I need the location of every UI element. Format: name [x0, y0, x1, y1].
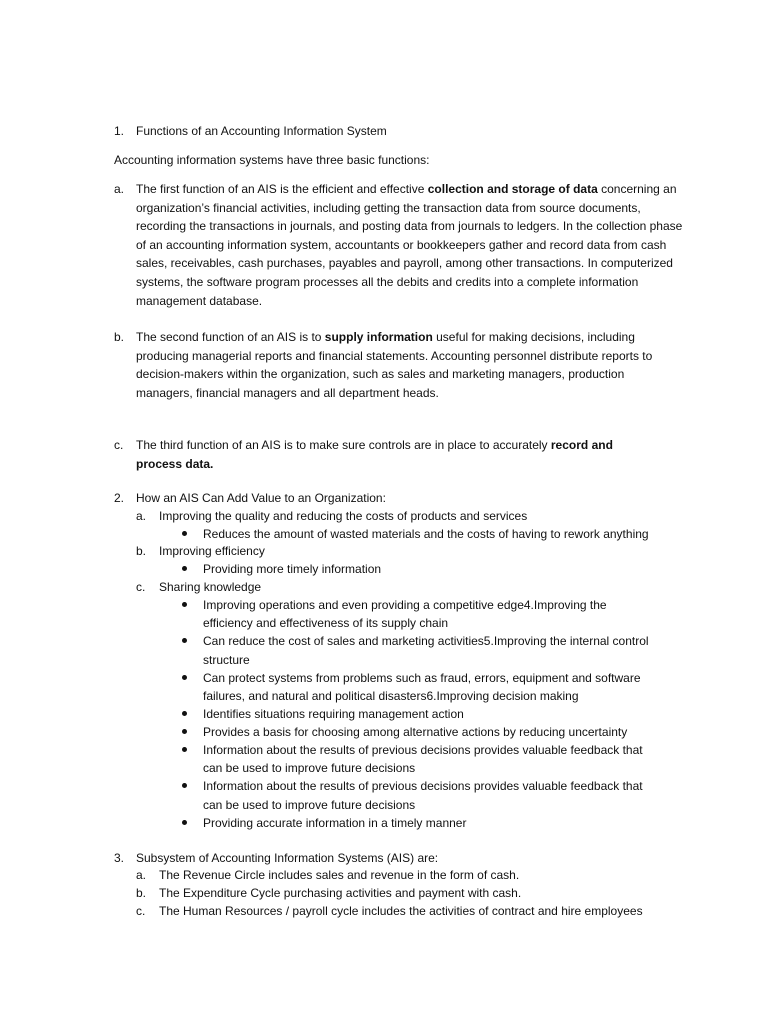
section-2-heading: How an AIS Can Add Value to an Organization:: [136, 491, 386, 505]
section-2a-label: Improving the quality and reducing the costs of products and services: [159, 509, 528, 523]
item-1a-text-bold: collection and storage of data: [427, 182, 598, 196]
section-2c-bullet-line: can be used to improve future decisions: [203, 798, 416, 812]
item-1b-text-post: useful for making decisions, including producing managerial reports and financial statements. Accounting personnel distribute reports to decision-makers within the organization, such as sales and marketing managers, production managers, financial managers and all department heads.: [136, 330, 653, 400]
section-2c-bullet-line: failures, and natural and political disasters6.Improving decision making: [203, 689, 579, 703]
section-2c-bullet-line: can be used to improve future decisions: [203, 761, 416, 775]
section-2c-bullet-line: Information about the results of previous decisions provides valuable feedback that: [203, 743, 643, 757]
section-1-number: 1.: [114, 124, 125, 138]
section-1-intro: Accounting information systems have three basic functions:: [114, 153, 430, 167]
item-1b-paragraph: [136, 328, 684, 402]
item-1c-text-pre: The third function of an AIS is to make sure controls are in place to accurately: [136, 438, 551, 452]
section-3-heading: Subsystem of Accounting Information Systems (AIS) are:: [136, 851, 439, 865]
section-3b-text: The Expenditure Cycle purchasing activities and payment with cash.: [159, 886, 522, 900]
section-2c-bullet-line: Identifies situations requiring management action: [203, 707, 464, 721]
section-2c-bullet-line: structure: [203, 653, 250, 667]
section-1-heading: Functions of an Accounting Information System: [136, 124, 387, 138]
section-2c-bullet-line: Improving operations and even providing a competitive edge4.Improving the: [203, 598, 607, 612]
bullet-dot: [182, 729, 187, 734]
item-1b-text-bold: supply information: [324, 330, 433, 344]
bullet-dot: [182, 675, 187, 680]
section-3b-marker: b.: [136, 886, 147, 900]
bullet-dot: [182, 566, 187, 571]
section-2b-label: Improving efficiency: [159, 544, 265, 558]
section-3a-text: The Revenue Circle includes sales and revenue in the form of cash.: [159, 868, 520, 882]
section-2c-label: Sharing knowledge: [159, 580, 262, 594]
section-2a-bullet-1: Reduces the amount of wasted materials and the costs of having to rework anything: [203, 527, 649, 541]
section-3-number: 3.: [114, 851, 125, 865]
item-1b-text-pre: The second function of an AIS is to: [136, 330, 325, 344]
section-2a-marker: a.: [136, 509, 147, 523]
section-3c-marker: c.: [136, 904, 146, 918]
section-3a-marker: a.: [136, 868, 147, 882]
item-1a-marker: a.: [114, 182, 125, 196]
bullet-dot: [182, 602, 187, 607]
section-2c-bullet-line: Providing accurate information in a timely manner: [203, 816, 467, 830]
section-3c-text: The Human Resources / payroll cycle includes the activities of contract and hire employees: [159, 904, 643, 918]
section-2c-marker: c.: [136, 580, 146, 594]
section-2b-marker: b.: [136, 544, 147, 558]
bullet-dot: [182, 531, 187, 536]
item-1a-paragraph: [136, 180, 684, 310]
bullet-dot: [182, 638, 187, 643]
section-2c-bullet-line: Can reduce the cost of sales and marketing activities5.Improving the internal control: [203, 634, 649, 648]
item-1c-text-bold: record and process data.: [136, 438, 613, 471]
bullet-dot: [182, 747, 187, 752]
section-2c-bullet-line: Can protect systems from problems such as fraud, errors, equipment and software: [203, 671, 641, 685]
bullet-dot: [182, 783, 187, 788]
item-1a-text-pre: The first function of an AIS is the efficient and effective: [136, 182, 428, 196]
item-1b-marker: b.: [114, 330, 125, 344]
section-2c-bullet-line: efficiency and effectiveness of its supply chain: [203, 616, 449, 630]
item-1a-text-post: concerning an organization’s financial activities, including getting the transaction data from source documents, recording the transactions in journals, and posting data from journals to ledgers. In the collection phase of an accounting information system, accountants or bookkeepers gather and record data from cash sales, receivables, cash purchases, payables and payroll, among other transactions. In computerized systems, the software program processes all the debits and credits into a complete information management database.: [136, 182, 683, 308]
item-1c-marker: c.: [114, 438, 124, 452]
bullet-dot: [182, 820, 187, 825]
section-2-number: 2.: [114, 491, 125, 505]
bullet-dot: [182, 711, 187, 716]
section-2c-bullet-line: Provides a basis for choosing among alternative actions by reducing uncertainty: [203, 725, 628, 739]
section-2c-bullet-line: Information about the results of previous decisions provides valuable feedback that: [203, 779, 643, 793]
item-1c-paragraph: [136, 436, 656, 473]
section-2b-bullet-1: Providing more timely information: [203, 562, 382, 576]
